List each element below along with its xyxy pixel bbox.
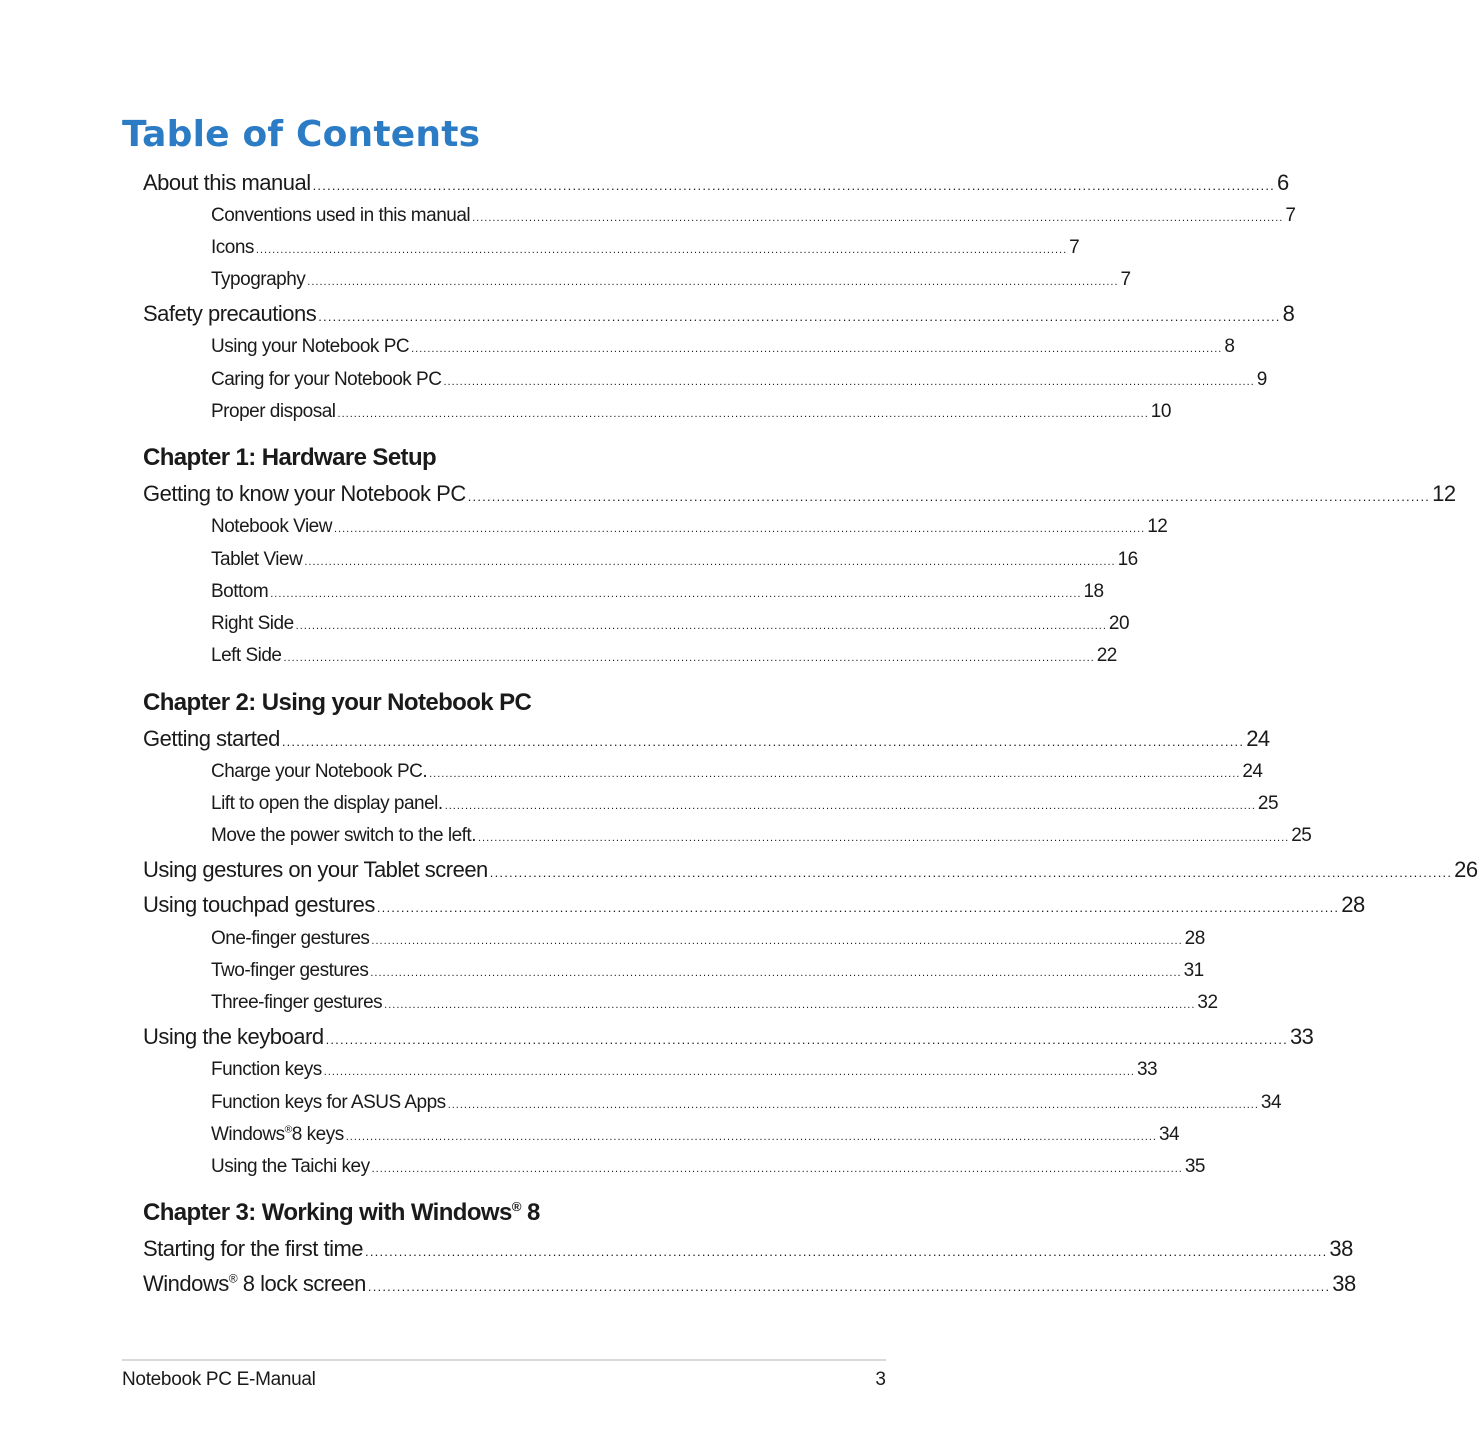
toc-subsection-entry[interactable] <box>211 960 1204 982</box>
toc-subsection-entry[interactable] <box>211 205 1296 227</box>
toc-entry-title: About this manual <box>143 170 311 195</box>
toc-section-entry[interactable] <box>143 857 1478 883</box>
dot-leader: ........................................................................................................................................................................................................ <box>307 276 1119 288</box>
toc-entry-label <box>211 237 254 259</box>
toc-entry-label <box>211 960 368 982</box>
dot-leader: ........................................................................................................................................................................................................ <box>384 999 1196 1011</box>
chapter-heading <box>143 444 436 472</box>
toc-subsection-entry[interactable] <box>211 793 1279 815</box>
toc-entry-title: Getting to know your Notebook PC <box>143 481 466 506</box>
toc-entry-label <box>143 481 466 507</box>
toc-page-number: 24 <box>1246 726 1270 751</box>
toc-page-number: 16 <box>1117 549 1138 570</box>
toc-entry-title: Left Side <box>211 645 282 666</box>
toc-entry-title-rest: 8 keys <box>291 1124 344 1145</box>
toc-page-number: 33 <box>1289 1024 1314 1049</box>
dot-leader: ........................................................................................................................................................................................................ <box>371 1163 1183 1175</box>
toc-section-entry[interactable] <box>143 1236 1353 1262</box>
dot-leader: ........................................................................................................................................................................................................ <box>283 652 1095 664</box>
toc-entry-title: Tablet View <box>211 549 303 570</box>
toc-section-entry[interactable] <box>143 170 1289 196</box>
toc-entry-title: Using the Taichi key <box>211 1156 370 1177</box>
toc-page-number: 24 <box>1242 761 1263 782</box>
dot-leader: ........................................................................................................................................................................................................ <box>489 865 1453 880</box>
toc-page-number: 38 <box>1329 1236 1353 1261</box>
footer-title: Notebook PC E-Manual <box>122 1369 316 1390</box>
toc-entry-label <box>211 1124 344 1146</box>
dot-leader: ........................................................................................................................................................................................................ <box>429 768 1241 780</box>
toc-entry-label <box>143 726 280 752</box>
dot-leader: ........................................................................................................................................................................................................ <box>312 178 1275 193</box>
toc-page-number: 8 <box>1224 336 1235 357</box>
toc-entry-label <box>211 761 427 783</box>
toc-entry-title: Function keys <box>211 1059 322 1080</box>
dot-leader: ........................................................................................................................................................................................................ <box>365 1244 1328 1259</box>
toc-page-number: 31 <box>1183 960 1204 981</box>
toc-page-number: 33 <box>1136 1059 1158 1080</box>
toc-page-number: 10 <box>1150 401 1171 422</box>
dot-leader: ........................................................................................................................................................................................................ <box>323 1066 1135 1078</box>
dot-leader: ........................................................................................................................................................................................................ <box>318 309 1281 324</box>
dot-leader: ........................................................................................................................................................................................................ <box>370 967 1182 979</box>
toc-entry-title: Using touchpad gestures <box>143 892 375 917</box>
toc-entry-label <box>211 1156 370 1178</box>
dot-leader: ........................................................................................................................................................................................................ <box>337 408 1149 420</box>
toc-entry-title: Getting started <box>143 726 280 751</box>
toc-entry-title-rest: 8 lock screen <box>237 1271 366 1296</box>
dot-leader: ........................................................................................................................................................................................................ <box>376 900 1340 915</box>
toc-entry-label <box>211 793 443 815</box>
toc-subsection-entry[interactable] <box>211 369 1267 391</box>
footer-rule <box>122 1359 886 1361</box>
toc-section-entry[interactable] <box>143 1024 1314 1050</box>
dot-leader: ........................................................................................................................................................................................................ <box>472 212 1284 224</box>
dot-leader: ........................................................................................................................................................................................................ <box>371 935 1183 947</box>
toc-page-number: 18 <box>1083 581 1104 602</box>
toc-page-number: 25 <box>1257 793 1279 814</box>
toc-section-entry[interactable] <box>143 1271 1356 1297</box>
toc-entry-title: Windows <box>211 1124 285 1145</box>
toc-subsection-entry[interactable] <box>211 613 1130 635</box>
toc-subsection-entry[interactable] <box>211 645 1117 667</box>
dot-leader: ........................................................................................................................................................................................................ <box>444 800 1256 812</box>
dot-leader: ........................................................................................................................................................................................................ <box>345 1131 1157 1143</box>
toc-entry-label <box>211 269 305 291</box>
toc-page-number: 35 <box>1184 1156 1205 1177</box>
dot-leader: ........................................................................................................................................................................................................ <box>411 343 1223 355</box>
toc-entry-title: Windows <box>143 1271 229 1296</box>
toc-entry-title: Notebook View <box>211 516 332 537</box>
toc-entry-title: Charge your Notebook PC. <box>211 761 428 782</box>
dot-leader: ........................................................................................................................................................................................................ <box>255 244 1068 256</box>
toc-section-entry[interactable] <box>143 726 1270 752</box>
dot-leader: ........................................................................................................................................................................................................ <box>443 376 1255 388</box>
toc-entry-label <box>143 857 488 883</box>
toc-entry-title: Bottom <box>211 581 269 602</box>
toc-page-number: 12 <box>1147 516 1168 537</box>
toc-subsection-entry[interactable] <box>211 1092 1282 1114</box>
toc-page-number: 12 <box>1432 481 1456 506</box>
toc-entry-label <box>211 205 470 227</box>
toc-entry-title: Conventions used in this manual <box>211 205 471 226</box>
toc-entry-label <box>143 1236 363 1262</box>
toc-entry-title: Caring for your Notebook PC <box>211 369 442 390</box>
toc-section-entry[interactable] <box>143 301 1295 327</box>
toc-subsection-entry[interactable] <box>211 516 1168 538</box>
toc-entry-title: Two-finger gestures <box>211 960 369 981</box>
toc-page-number: 7 <box>1069 237 1080 258</box>
toc-entry-label <box>143 301 316 327</box>
toc-page-number: 25 <box>1291 825 1312 846</box>
toc-entry-label <box>211 613 294 635</box>
toc-entry-title: Proper disposal <box>211 401 336 422</box>
toc-entry-title: Chapter 1: Hardware Setup <box>143 444 437 471</box>
toc-page-number: 28 <box>1184 928 1205 949</box>
dot-leader: ........................................................................................................................................................................................................ <box>447 1099 1259 1111</box>
toc-entry-title: Using gestures on your Tablet screen <box>143 857 488 882</box>
toc-entry-title: Using the keyboard <box>143 1024 324 1049</box>
toc-entry-title: Typography <box>211 269 306 290</box>
toc-page-number: 6 <box>1276 170 1289 195</box>
registered-mark: ® <box>228 1271 238 1286</box>
toc-entry-title: Starting for the first time <box>143 1236 364 1261</box>
toc-entry-label <box>211 549 302 571</box>
toc-subsection-entry[interactable] <box>211 761 1263 783</box>
toc-subsection-entry[interactable] <box>211 549 1138 571</box>
toc-page-number: 38 <box>1332 1271 1356 1296</box>
toc-entry-label <box>143 1271 366 1297</box>
toc-entry-title: Three-finger gestures <box>211 992 383 1013</box>
toc-entry-label <box>211 1059 322 1081</box>
toc-subsection-entry[interactable] <box>211 237 1080 259</box>
toc-entry-label <box>211 401 336 423</box>
toc-page-number: 7 <box>1285 205 1296 226</box>
footer-page-number: 3 <box>875 1369 886 1390</box>
toc-subsection-entry[interactable] <box>211 1059 1158 1081</box>
toc-subsection-entry[interactable] <box>211 581 1104 603</box>
toc-page-number: 7 <box>1120 269 1131 290</box>
toc-entry-title: Icons <box>211 237 254 258</box>
toc-entry-title: Function keys for ASUS Apps <box>211 1092 446 1113</box>
dot-leader: ........................................................................................................................................................................................................ <box>333 523 1146 535</box>
toc-entry-label <box>211 336 409 358</box>
toc-entry-title: Using your Notebook PC <box>211 336 410 357</box>
dot-leader: ........................................................................................................................................................................................................ <box>295 620 1107 632</box>
toc-page-number: 34 <box>1158 1124 1180 1145</box>
toc-entry-title: Lift to open the display panel. <box>211 793 443 814</box>
toc-entry-label <box>211 516 332 538</box>
dot-leader: ........................................................................................................................................................................................................ <box>281 734 1245 749</box>
toc-subsection-entry[interactable] <box>211 269 1131 291</box>
toc-page-number: 20 <box>1108 613 1130 634</box>
toc-entry-title: Safety precautions <box>143 301 317 326</box>
toc-subsection-entry[interactable] <box>211 928 1205 950</box>
toc-section-entry[interactable] <box>143 481 1456 507</box>
chapter-heading <box>143 1199 540 1227</box>
toc-section-entry[interactable] <box>143 892 1365 918</box>
dot-leader: ........................................................................................................................................................................................................ <box>270 588 1082 600</box>
toc-entry-label <box>211 645 282 667</box>
toc-entry-title: One-finger gestures <box>211 928 370 949</box>
toc-entry-label <box>211 992 382 1014</box>
chapter-heading <box>143 689 531 717</box>
toc-subsection-entry[interactable] <box>211 1124 1180 1146</box>
registered-mark: ® <box>284 1124 292 1136</box>
page-title: Table of Contents <box>122 114 481 155</box>
toc-entry-label <box>143 1024 324 1050</box>
toc-entry-title: Right Side <box>211 613 294 634</box>
toc-entry-title: Chapter 3: Working with Windows <box>143 1199 512 1226</box>
toc-entry-label <box>143 170 311 196</box>
toc-subsection-entry[interactable] <box>211 336 1235 358</box>
toc-page-number: 9 <box>1256 369 1267 390</box>
toc-entry-label <box>211 581 268 603</box>
toc-entry-title: Chapter 2: Using your Notebook PC <box>143 689 532 716</box>
toc-page-number: 26 <box>1454 857 1478 882</box>
dot-leader: ........................................................................................................................................................................................................ <box>325 1032 1288 1047</box>
toc-page-number: 28 <box>1341 892 1365 917</box>
toc-entry-label <box>143 892 375 918</box>
dot-leader: ........................................................................................................................................................................................................ <box>367 1279 1331 1294</box>
toc-page-number: 8 <box>1282 301 1295 326</box>
toc-entry-label <box>211 369 441 391</box>
dot-leader: ........................................................................................................................................................................................................ <box>304 556 1116 568</box>
toc-subsection-entry[interactable] <box>211 825 1312 847</box>
toc-page-number: 22 <box>1096 645 1117 666</box>
toc-subsection-entry[interactable] <box>211 992 1218 1014</box>
toc-entry-title: Move the power switch to the left. <box>211 825 476 846</box>
toc-entry-label <box>211 1092 446 1114</box>
dot-leader: ........................................................................................................................................................................................................ <box>477 832 1290 844</box>
toc-entry-label <box>211 825 476 847</box>
registered-mark: ® <box>511 1199 521 1214</box>
dot-leader: ........................................................................................................................................................................................................ <box>467 489 1431 504</box>
toc-subsection-entry[interactable] <box>211 401 1171 423</box>
toc-entry-label <box>211 928 369 950</box>
toc-page-number: 34 <box>1260 1092 1282 1113</box>
toc-subsection-entry[interactable] <box>211 1156 1205 1178</box>
toc-page-number: 32 <box>1197 992 1218 1013</box>
toc-entry-title-rest: 8 <box>520 1199 540 1226</box>
